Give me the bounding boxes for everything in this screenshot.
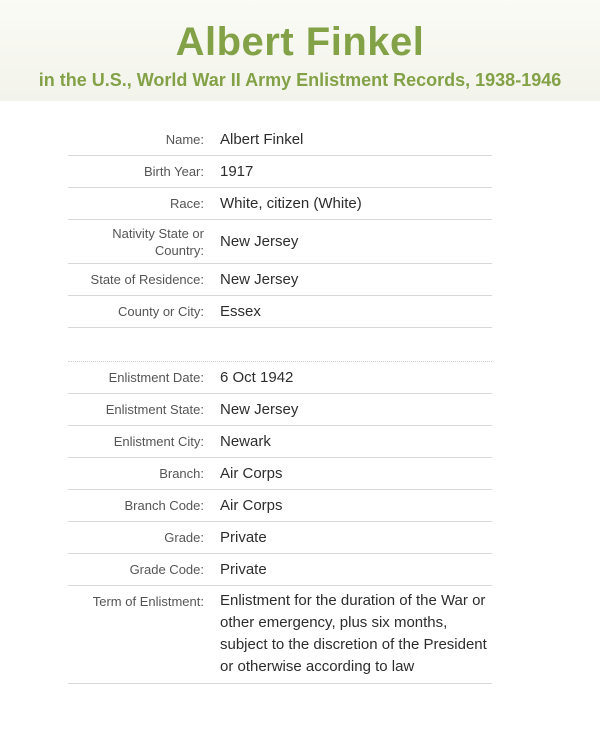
- field-row-name: [68, 124, 492, 156]
- field-label: Term of Enlistment:: [92, 594, 204, 609]
- field-value: Air Corps: [220, 464, 283, 482]
- field-value: Private: [220, 560, 267, 578]
- person-name-title: Albert Finkel: [175, 20, 425, 64]
- field-row-race: [68, 188, 492, 220]
- field-value: 1917: [220, 162, 254, 180]
- field-value: New Jersey: [220, 270, 299, 288]
- field-row-branch: [68, 458, 492, 490]
- field-label: Nativity State or Country:: [112, 225, 204, 258]
- field-row-enlistment-date: [68, 362, 492, 394]
- section-divider: [68, 328, 492, 362]
- field-label: County or City:: [118, 304, 204, 319]
- field-row-branch-code: [68, 490, 492, 522]
- field-row-grade-code: [68, 554, 492, 586]
- field-label: Branch Code:: [124, 498, 204, 513]
- field-value: New Jersey: [220, 400, 299, 418]
- field-value: Air Corps: [220, 496, 283, 514]
- field-label: Grade Code:: [129, 562, 204, 577]
- field-label: Grade:: [164, 530, 204, 545]
- field-value: Newark: [220, 432, 271, 450]
- field-label: Race:: [170, 196, 204, 211]
- field-label: Branch:: [159, 466, 204, 481]
- field-label: Name:: [165, 132, 204, 147]
- field-row-enlistment-city: [68, 426, 492, 458]
- field-row-county-or-city: [68, 296, 492, 328]
- field-label: Enlistment State:: [105, 402, 204, 417]
- field-label: Birth Year:: [144, 164, 204, 179]
- field-value: Enlistment for the duration of the War or other emergency, plus six months, subject to the discretion of the President or otherwise according to law: [220, 592, 487, 675]
- field-label: Enlistment Date:: [108, 370, 204, 385]
- field-value: Albert Finkel: [220, 130, 304, 148]
- field-value: White, citizen (White): [220, 194, 362, 212]
- field-row-enlistment-state: [68, 394, 492, 426]
- field-row-grade: [68, 522, 492, 554]
- field-row-state-of-residence: [68, 264, 492, 296]
- field-value: Private: [220, 528, 267, 546]
- record-fields-table: [68, 124, 492, 684]
- field-value: New Jersey: [220, 232, 299, 250]
- field-label: State of Residence:: [90, 272, 204, 287]
- field-row-term-of-enlistment: [68, 586, 492, 684]
- field-value: Essex: [220, 302, 261, 320]
- field-label: Enlistment City:: [113, 434, 204, 449]
- field-row-nativity: [68, 220, 492, 264]
- record-header: [0, 0, 600, 101]
- field-row-birth-year: [68, 156, 492, 188]
- field-value: 6 Oct 1942: [220, 368, 294, 386]
- collection-subtitle: in the U.S., World War II Army Enlistment Records, 1938-1946: [38, 70, 562, 90]
